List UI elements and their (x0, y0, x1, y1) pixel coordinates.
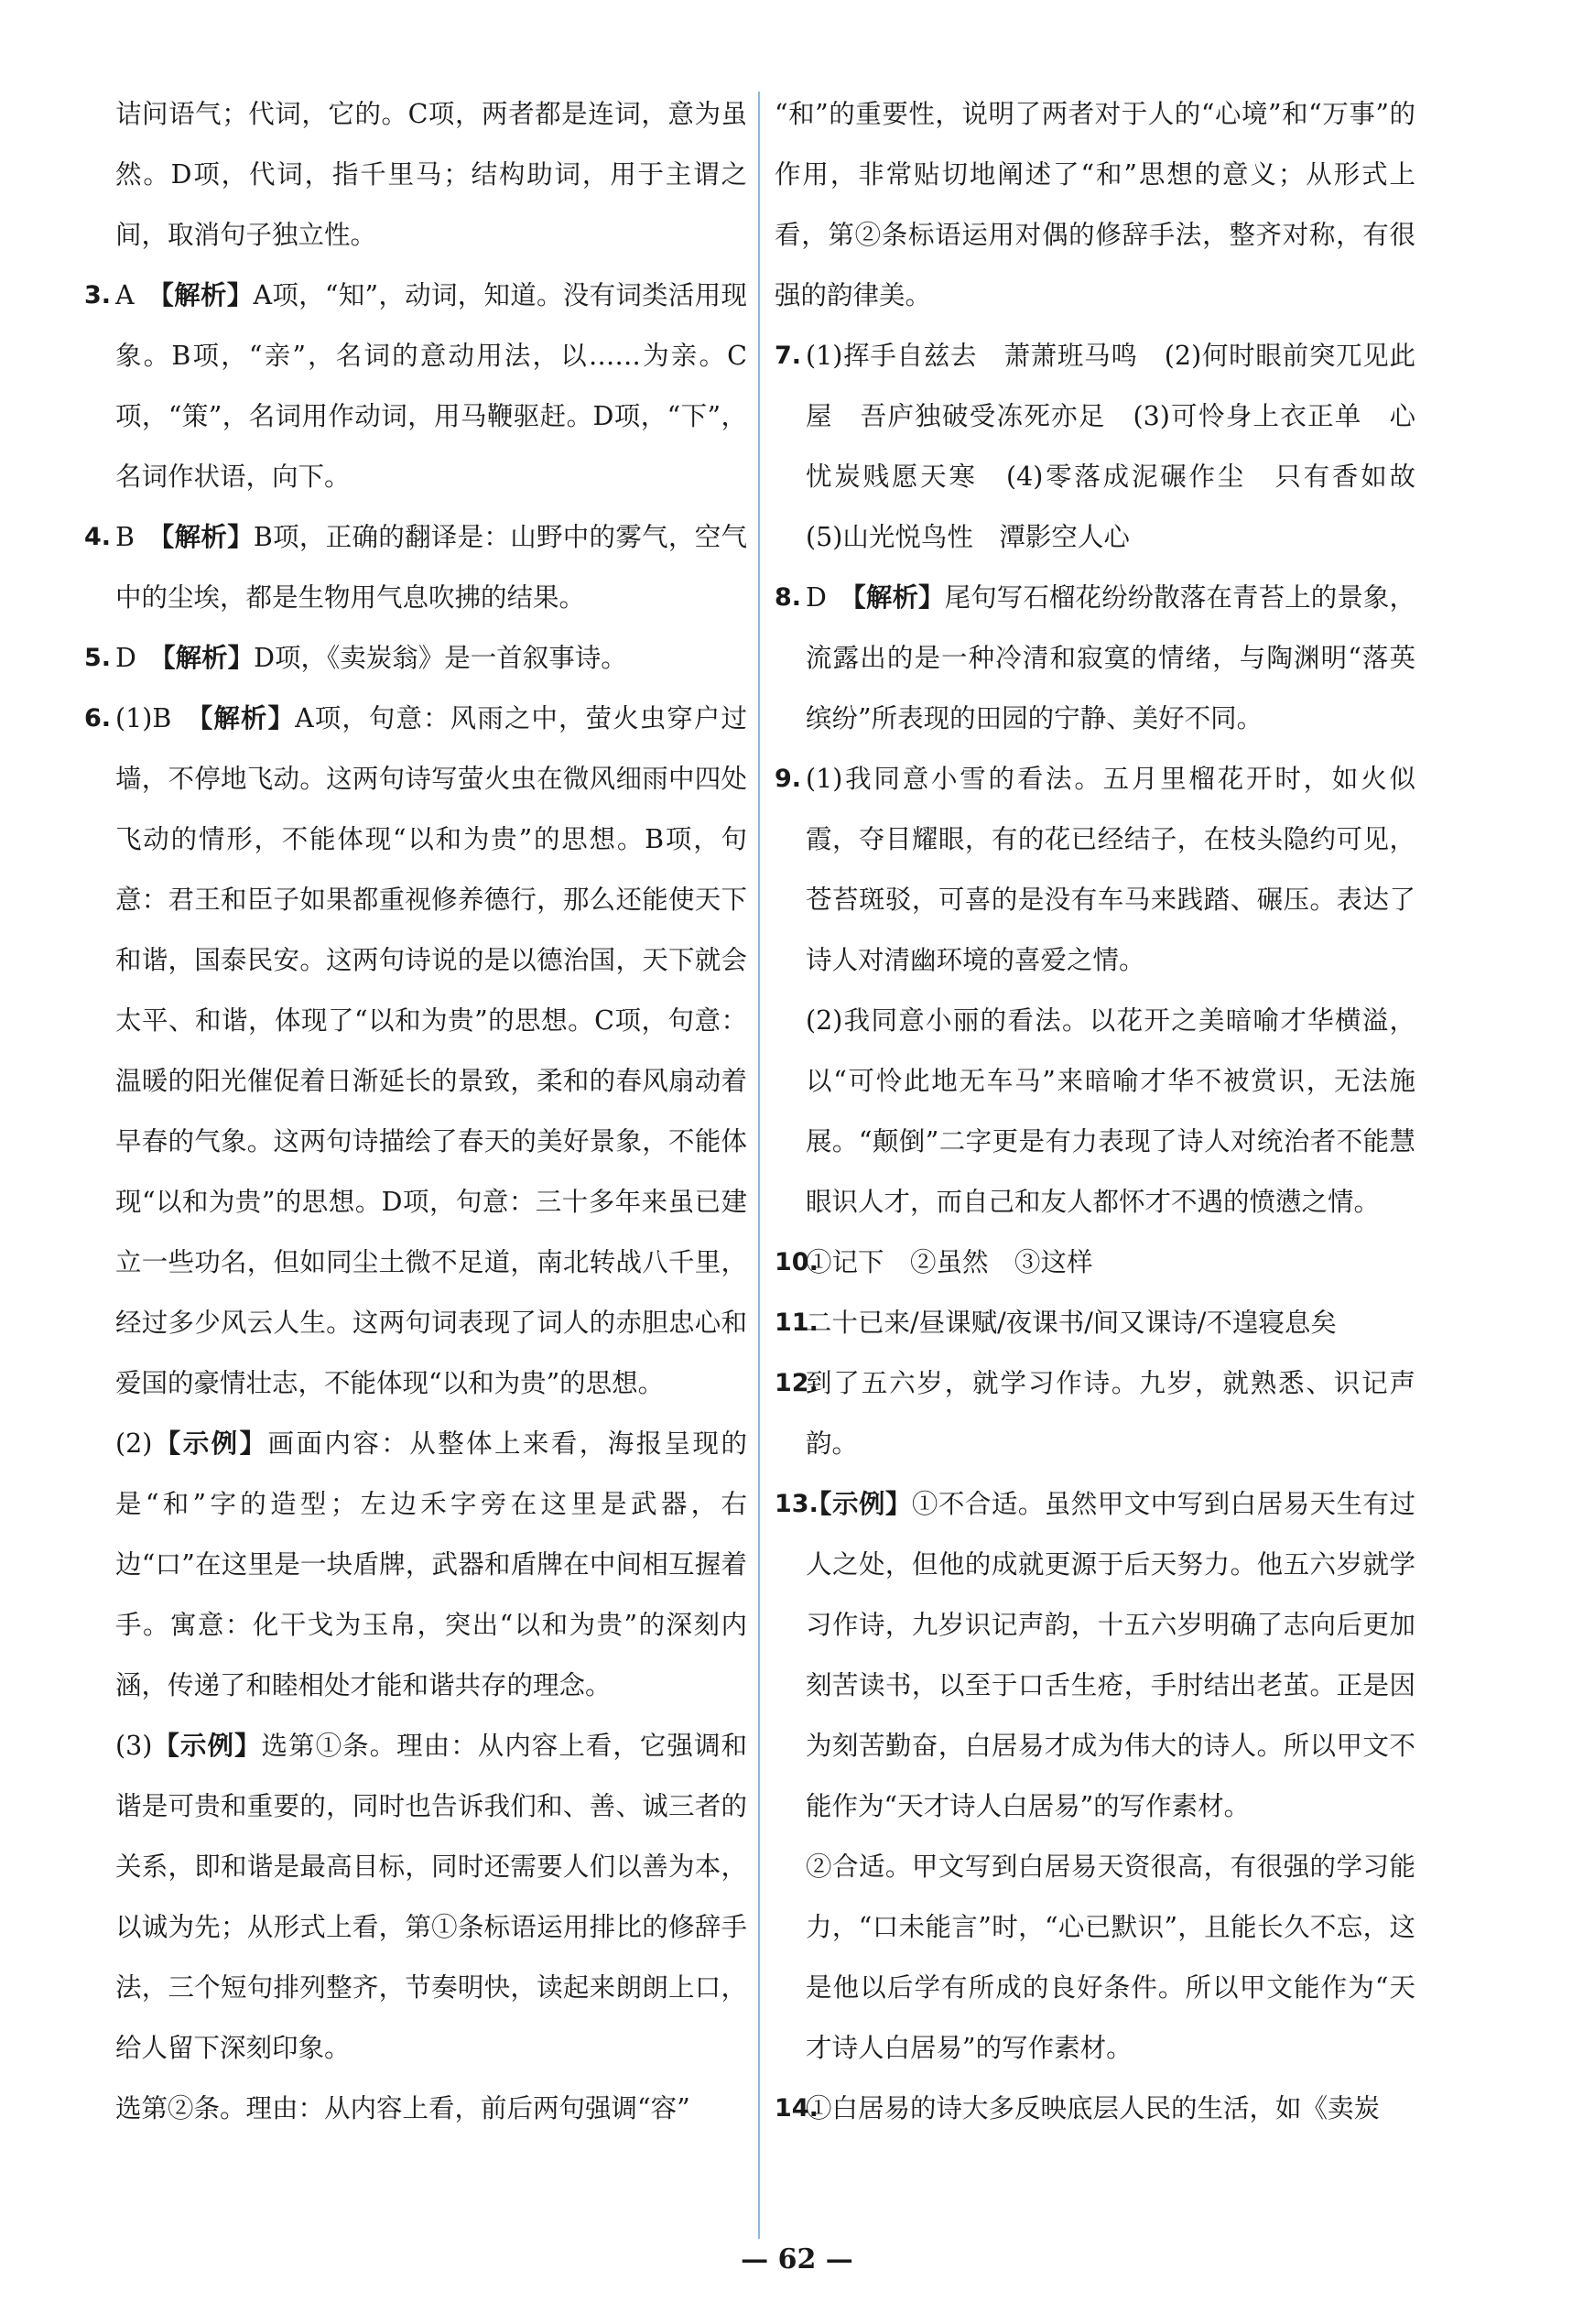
example-tag: 【示例】 (152, 1428, 268, 1459)
analysis-tag: 【解析】 (200, 703, 296, 733)
right-column (775, 84, 1442, 2139)
answer-text: 二十已来/昼课赋/夜课书/间又课诗/不遑寝息矣 (806, 1308, 1337, 1338)
answer-12 (775, 1353, 1415, 1474)
question-number: 13. (775, 1490, 819, 1518)
question-number: 4. (84, 523, 112, 551)
answer-choice: B (115, 522, 135, 552)
answer-text: D项，《卖炭翁》是一首叙事诗。 (254, 643, 627, 673)
answer-5 (84, 628, 747, 689)
question-number: 7. (775, 342, 802, 370)
analysis-tag: 【解析】 (162, 643, 255, 673)
left-column (84, 84, 747, 2139)
answer-7 (775, 326, 1442, 568)
answer-14 (775, 2079, 1415, 2139)
question-number: 11. (775, 1309, 819, 1337)
answer-choice: D (806, 582, 827, 613)
answer-text: A项，句意：风雨之中，萤火虫穿户过墙，不停地飞动。这两句诗写萤火虫在微风细雨中四处飞动的情形，不能体现“以和为贵”的思想。B项，句意：君王和臣子如果都重视修养德行，那么还能使天下和谐，国泰民安。这两句诗说的是以德治国，天下就会太平、和谐，体现了“以和为贵”的思想。C项，句意：温暖的阳光催促着日渐延长的景致，柔和的春风扇动着早春的气象。这两句诗描绘了春天的美好景象，不能体现“以和为贵”的思想。D项，句意：三十多年来虽已建立一些功名，但如同尘土微不足道，南北转战八千里，经过多少风云人生。这两句词表现了词人的赤胆忠心和爱国的豪情壮志，不能体现“以和为贵”的思想。 (115, 703, 747, 1398)
answer-text: ①记下 ②虽然 ③这样 (806, 1247, 1093, 1277)
answer-text: 画面内容：从整体上来看，海报呈现的是“和”字的造型；左边禾字旁在这里是武器，右边“口”在这里是一块盾牌，武器和盾牌在中间相互握着手。寓意：化干戈为玉帛，突出“以和为贵”的深刻内涵，传递了和睦相处才能和谐共存的理念。 (115, 1428, 747, 1700)
answer-11 (775, 1293, 1415, 1353)
answer-text: 尾句写石榴花纷纷散落在青苔上的景象，流露出的是一种冷清和寂寞的情绪，与陶渊明“落英缤纷”所表现的田园的宁静、美好不同。 (806, 582, 1415, 733)
answer-10 (775, 1233, 1415, 1293)
answer-6 (84, 689, 747, 2139)
question-number: 8. (775, 583, 802, 612)
answer-text: 选第①条。理由：从内容上看，它强调和谐是可贵和重要的，同时也告诉我们和、善、诚三者的关系，即和谐是最高目标，同时还需要人们以善为本，以诚为先；从形式上看，第①条标语运用排比的修辞手法，三个短句排列整齐，节奏明快，读起来朗朗上口，给人留下深刻印象。 (115, 1731, 747, 2063)
question-number: 9. (775, 765, 802, 793)
answer-text: B项，正确的翻译是：山野中的雾气，空气中的尘埃，都是生物用气息吹拂的结果。 (115, 522, 747, 613)
answer-13 (775, 1474, 1415, 2079)
answer-9 (775, 749, 1415, 1233)
answer-text: A项，“知”，动词，知道。没有词类活用现象。B项，“亲”，名词的意动用法，以……为亲。C项，“策”，名词用作动词，用马鞭驱赶。D项，“下”，名词作状语，向下。 (115, 280, 747, 492)
answer-text: (1)我同意小雪的看法。五月里榴花开时，如火似霞，夺目耀眼，有的花已经结子，在枝头隐约可见，苍苔斑驳，可喜的是没有车马来践踏、碾压。表达了诗人对清幽环境的喜爱之情。 (806, 764, 1415, 975)
analysis-tag: 【解析】 (852, 582, 945, 613)
answer-text: 到了五六岁，就学习作诗。九岁，就熟悉、识记声韵。 (806, 1368, 1415, 1459)
answer-text: 选第②条。理由：从内容上看，前后两句强调“容” (115, 2093, 690, 2123)
continued-text: 诘问语气；代词，它的。C项，两者都是连词，意为虽然。D项，代词，指千里马；结构助词，用于主谓之间，取消句子独立性。 (115, 99, 747, 250)
page-number: — 62 — (741, 2243, 853, 2275)
question-number: 6. (84, 704, 112, 733)
answer-4 (84, 507, 747, 628)
answer-8 (775, 568, 1415, 749)
answer-text: (1)挥手自兹去 萧萧班马鸣 (2)何时眼前突兀见此屋 吾庐独破受冻死亦足 (3)可怜身上衣正单 心忧炭贱愿天寒 (4)零落成泥碾作尘 只有香如故 (5)山光悦鸟性 潭影空人心 (806, 341, 1442, 552)
analysis-tag: 【解析】 (161, 522, 254, 552)
question-number: 10. (775, 1248, 819, 1276)
analysis-tag: 【解析】 (160, 280, 254, 310)
answer-text: ①不合适。虽然甲文中写到白居易天生有过人之处，但他的成就更源于后天努力。他五六岁就学习作诗，九岁识记声韵，十五六岁明确了志向后更加刻苦读书，以至于口舌生疮，手肘结出老茧。正是因为刻苦勤奋，白居易才成为伟大的诗人。所以甲文不能作为“天才诗人白居易”的写作素材。 (806, 1489, 1415, 1821)
answer-text: (2)我同意小丽的看法。以花开之美暗喻才华横溢，以“可怜此地无车马”来暗喻才华不被赏识，无法施展。“颠倒”二字更是有力表现了诗人对统治者不能慧眼识人才，而自己和友人都怀才不遇的愤懑之情。 (806, 1005, 1415, 1217)
example-tag: 【示例】 (152, 1731, 262, 1761)
sub-answer-head: (3) (115, 1731, 153, 1761)
answer-text: ①白居易的诗大多反映底层人民的生活，如《卖炭 (806, 2093, 1381, 2123)
answer-choice: D (115, 643, 136, 673)
column-divider (758, 92, 760, 2239)
continued-text: “和”的重要性，说明了两者对于人的“心境”和“万事”的作用，非常贴切地阐述了“和”思想的意义；从形式上看，第②条标语运用对偶的修辞手法，整齐对称，有很强的韵律美。 (775, 99, 1415, 310)
sub-answer-head: (1)B (115, 703, 172, 733)
question-number: 5. (84, 644, 112, 672)
example-tag: 【示例】 (806, 1489, 912, 1519)
sub-answer-head: (2) (115, 1428, 153, 1459)
question-number: 12. (775, 1369, 819, 1397)
answer-3 (84, 266, 747, 507)
question-number: 14. (775, 2094, 819, 2123)
question-number: 3. (84, 281, 112, 310)
answer-choice: A (115, 280, 135, 310)
answer-text: ②合适。甲文写到白居易天资很高，有很强的学习能力，“口未能言”时，“心已默识”，且能长久不忘，这是他以后学有所成的良好条件。所以甲文能作为“天才诗人白居易”的写作素材。 (806, 1852, 1415, 2063)
